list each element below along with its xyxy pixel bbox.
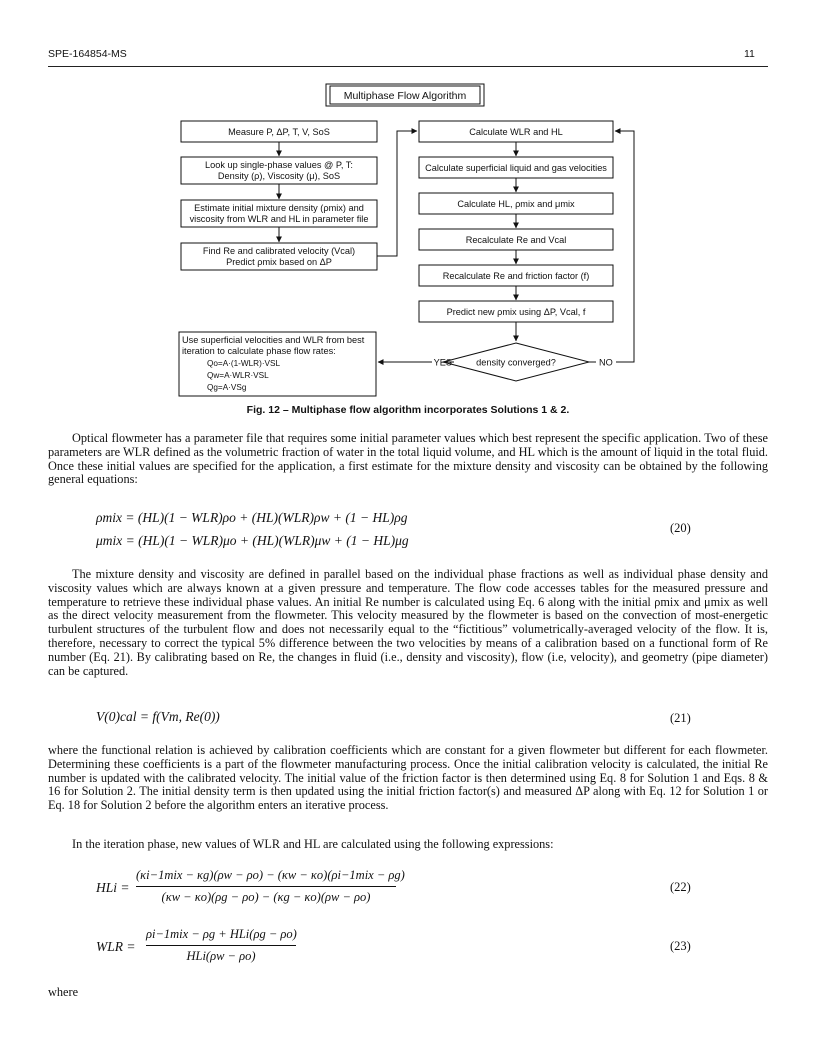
left-box-find-re [181,243,377,270]
left-box-estimate [181,200,377,227]
right-box-4: Recalculate Re and Vcal [465,235,567,245]
decision-text: density converged? [476,357,556,368]
left-box-lookup [181,157,377,184]
equation-20-density: ρmix = (HL)(1 − WLR)ρo + (HL)(WLR)ρw + (1 − HL)ρg [96,510,408,525]
paragraph-2: The mixture density and viscosity are defined in parallel based on the individual phase fractions as well as individual phase density and viscosity values which are always known at a given pressure and temperature. The flow code accesses tables for the measured pressure and temperature to retrieve these individual phase values. An initial Re number is calculated using Eq. 6 along with the initial ρmix and μmix as well as the direct velocity measurement from the flowmeter. This velocity measured by the flowmeter is based on the convection of most-energetic turbulent structures of the turbulent flow and does not necessarily equal to the “fictitious” volumetrically-averaged velocity of the flow. It is, therefore, necessary to correct the typical 5% difference between the two velocities by means of a calibration based on a functional form of Re number (Eq. 21). By calibrating based on Re, the changes in fluid (i.e., density and viscosity), flow (i.e, velocity), and geometry (pipe diameter) can be captured. [48,567,768,678]
right-box-2: Calculate superficial liquid and gas velocities [425,163,607,173]
output-line-3: Qo=A·(1-WLR)·VSL [207,359,281,368]
paper-id: SPE-164854-MS [48,48,127,60]
equation-21: V(0)cal = f(Vm, Re(0)) [96,709,220,724]
equation-23-fraction-bar [146,945,296,946]
left-box-4-line-2: Predict ρmix based on ΔP [226,257,332,267]
equation-number-23: (23) [670,939,691,953]
figure-caption: Fig. 12 – Multiphase flow algorithm incorporates Solutions 1 & 2. [246,404,570,416]
equation-23-numerator: ρi−1mix − ρg + HLi(ρg − ρo) [146,927,297,941]
equation-number-20: (20) [670,521,691,535]
left-box-1-line-1: Measure P, ΔP, T, V, SoS [228,127,330,137]
flowchart-title-text: Multiphase Flow Algorithm [343,90,467,102]
output-line-5: Qg=A·VSg [207,383,247,392]
right-box-superficial [419,157,613,178]
output-line-2: iteration to calculate phase flow rates: [182,346,336,356]
left-box-2-line-2: Density (ρ), Viscosity (μ), SoS [217,171,341,181]
equation-number-22: (22) [670,880,691,894]
equation-22-lhs: HLi = [96,880,130,895]
equation-number-21: (21) [670,711,691,725]
right-box-6: Predict new ρmix using ΔP, Vcal, f [446,307,586,317]
output-line-1: Use superficial velocities and WLR from best [182,335,365,345]
left-box-3-line-1: Estimate initial mixture density (ρmix) and [194,203,364,213]
output-box [179,332,376,396]
flowchart [0,0,816,430]
left-box-measure [181,121,377,142]
right-box-hl-rho-mu [419,193,613,214]
equation-23-lhs: WLR = [96,939,136,954]
left-box-4-line-1: Find Re and calibrated velocity (Vcal) [202,246,356,256]
output-line-4: Qw=A·WLR·VSL [207,371,269,380]
right-box-5: Recalculate Re and friction factor (f) [442,271,590,281]
paragraph-4: In the iteration phase, new values of WLR and HL are calculated using the following expressions: [72,837,554,851]
flowchart-title [326,84,484,106]
left-box-3-line-2: viscosity from WLR and HL in parameter file [189,214,369,224]
right-box-wlr-hl [419,121,613,142]
left-box-2-line-1: Look up single-phase values @ P, T: [205,160,353,170]
paragraph-3: where the functional relation is achieved by calibration coefficients which are constant for a given flowmeter but different for each flowmeter. Determining these coefficients is a part of the flowmeter manufacturing process. Once the initial calibration velocity is calculated, the initial Re number is updated with the calibrated velocity. The initial value of the friction factor is then determined using Eq. 8 for Solution 1 and Eqs. 8 & 16 for Solution 2. The initial density term is then updated using the initial friction factor(s) and measured ΔP along with Eq. 12 for Solution 1 or Eq. 18 for Solution 2 before the algorithm enters an iterative process. [48,743,768,813]
equation-20-viscosity: μmix = (HL)(1 − WLR)μo + (HL)(WLR)μw + (1 − HL)μg [96,533,409,548]
right-box-predict-rho [419,301,613,322]
equation-22-numerator: (κi−1mix − κg)(ρw − ρo) − (κw − κo)(ρi−1mix − ρg) [136,868,405,882]
right-box-1: Calculate WLR and HL [469,127,563,137]
no-label: NO [599,357,613,368]
right-box-3: Calculate HL, ρmix and μmix [457,199,575,209]
right-box-recalc-re-vcal [419,229,613,250]
equation-23-denominator: HLi(ρw − ρo) [186,949,256,963]
paragraph-where: where [48,985,79,999]
paragraph-1: Optical flowmeter has a parameter file that requires some initial parameter values which best represent the specific application. Two of these parameters are WLR defined as the volumetric fraction of water in the total liquid volume, and HL which is the amount of liquid in the total fluid. Once these initial values are specified for the application, a first estimate for the mixture density and viscosity can be obtained by the following general equations: [48,431,768,487]
equation-22-fraction-bar [136,886,396,887]
yes-label: YES [433,357,452,368]
right-box-recalc-friction [419,265,613,286]
equation-22-denominator: (κw − κo)(ρg − ρo) − (κg − κo)(ρw − ρo) [161,890,371,904]
decision-diamond [443,343,589,381]
page-number: 11 [744,48,755,60]
